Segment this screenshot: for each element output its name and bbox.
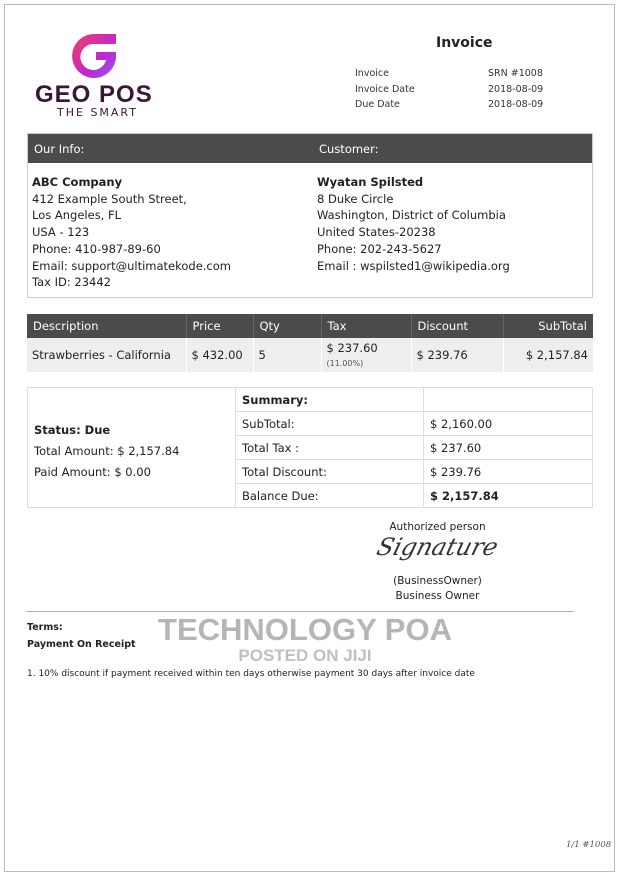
summary-table	[27, 387, 593, 508]
item-description: Strawberries - California	[27, 338, 186, 372]
watermark-line1: TECHNOLOGY POA	[158, 612, 452, 647]
status-badge: Status: Due	[34, 423, 111, 437]
customer-country: United States-20238	[317, 225, 436, 240]
summary-subtotal: $ 2,160.00	[424, 412, 593, 436]
col-discount: Discount	[411, 314, 503, 338]
our-info-label: Our Info:	[34, 142, 85, 156]
col-price: Price	[186, 314, 253, 338]
invoice-number: SRN #1008	[488, 68, 543, 79]
col-tax: Tax	[321, 314, 411, 338]
col-qty: Qty	[253, 314, 321, 338]
signer-role: Business Owner	[395, 590, 480, 602]
summary-empty	[424, 388, 593, 412]
terms-text: 1. 10% discount if payment received within ten days otherwise payment 30 days after invoice date	[27, 669, 475, 679]
terms-title: Payment On Receipt	[27, 639, 136, 650]
summary-label: Total Tax :	[236, 436, 424, 460]
g-logo-icon	[66, 28, 126, 83]
summary-label: Balance Due:	[236, 484, 424, 508]
item-tax-rate: (11.00%)	[326, 359, 364, 368]
customer-address: 8 Duke Circle	[317, 191, 394, 206]
summary-label: Total Discount:	[236, 460, 424, 484]
col-subtotal: SubTotal	[503, 314, 593, 338]
item-tax	[321, 338, 411, 372]
customer-label: Customer:	[319, 142, 379, 156]
meta-label: Invoice	[355, 68, 389, 79]
customer-city: Washington, District of Columbia	[317, 208, 506, 223]
company-tax-id: Tax ID: 23442	[32, 275, 111, 290]
company-address: 412 Example South Street,	[32, 191, 187, 206]
summary-label: SubTotal:	[236, 412, 424, 436]
items-header-row	[27, 314, 593, 338]
company-country: USA - 123	[32, 225, 90, 240]
page-footer: 1/1 #1008	[566, 840, 612, 850]
table-row	[27, 338, 593, 372]
customer-name: Wyatan Spilsted	[317, 175, 424, 189]
signature-image: Signature	[373, 533, 502, 561]
item-subtotal: $ 2,157.84	[503, 338, 593, 372]
company-name: ABC Company	[32, 175, 123, 189]
company-email: Email: support@ultimatekode.com	[32, 258, 231, 273]
signer-name: (BusinessOwner)	[393, 575, 482, 587]
invoice-meta-values	[488, 66, 543, 113]
items-table	[27, 314, 593, 372]
invoice-meta-labels	[355, 66, 415, 113]
total-amount: Total Amount: $ 2,157.84	[34, 444, 180, 458]
company-phone: Phone: 410-987-89-60	[32, 241, 161, 256]
summary-tax: $ 237.60	[424, 436, 593, 460]
item-discount: $ 239.76	[411, 338, 503, 372]
customer-info	[317, 174, 510, 274]
customer-phone: Phone: 202-243-5627	[317, 241, 442, 256]
item-price: $ 432.00	[186, 338, 253, 372]
item-qty: 5	[253, 338, 321, 372]
authorized-person-label: Authorized person	[389, 521, 486, 533]
meta-label: Due Date	[355, 99, 400, 110]
company-city: Los Angeles, FL	[32, 208, 122, 223]
logo-name: GEO POS	[35, 81, 153, 108]
summary-title: Summary:	[236, 388, 424, 412]
watermark-line2: POSTED ON JIJI	[238, 646, 372, 665]
info-header	[28, 134, 592, 163]
our-info	[32, 174, 231, 291]
paid-amount: Paid Amount: $ 0.00	[34, 465, 151, 479]
geo-pos-logo	[33, 28, 158, 118]
status-cell	[28, 388, 236, 508]
logo-tagline: THE SMART	[57, 106, 138, 119]
summary-discount: $ 239.76	[424, 460, 593, 484]
customer-email: Email : wspilsted1@wikipedia.org	[317, 258, 510, 273]
terms-label: Terms:	[27, 622, 63, 633]
item-tax-amount: $ 237.60	[326, 341, 378, 355]
meta-label: Invoice Date	[355, 83, 415, 95]
col-description: Description	[27, 314, 186, 338]
due-date: 2018-08-09	[488, 99, 544, 110]
invoice-date: 2018-08-09	[488, 83, 544, 95]
info-box	[27, 133, 593, 298]
balance-due: $ 2,157.84	[424, 484, 593, 508]
invoice-title: Invoice	[436, 35, 493, 51]
